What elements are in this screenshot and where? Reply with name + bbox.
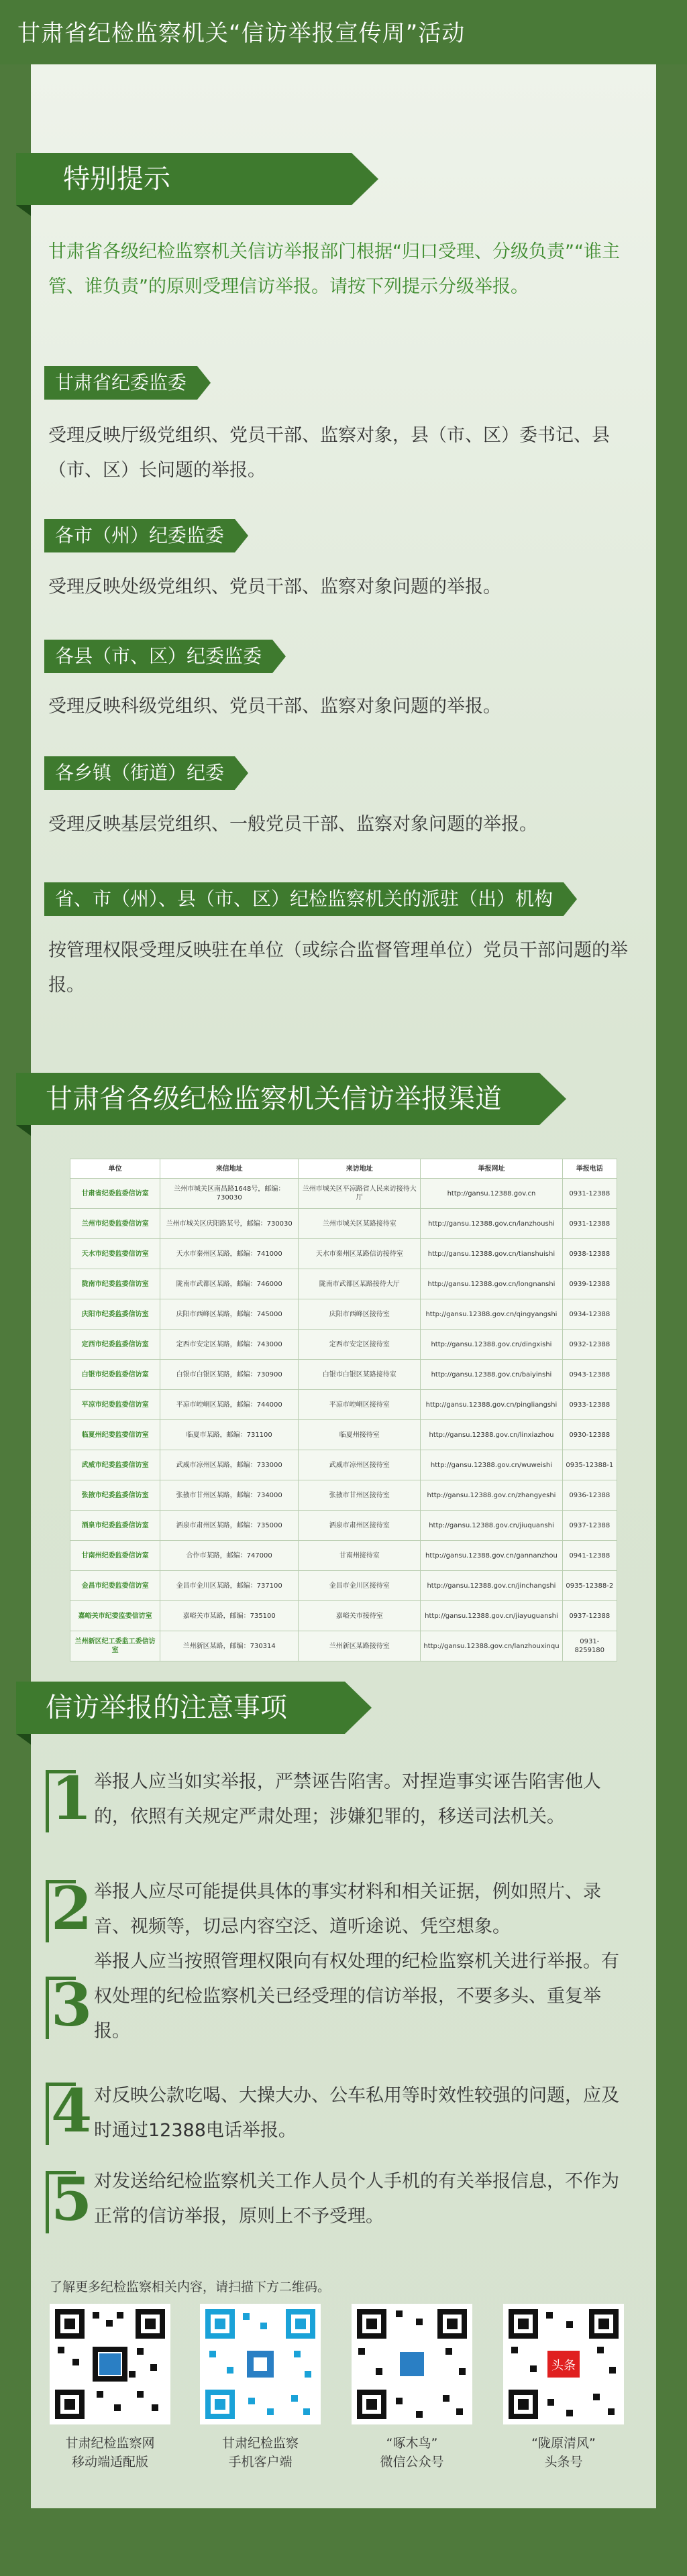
table-cell[interactable]: http://gansu.12388.gov.cn/jiayuguanshi xyxy=(421,1601,562,1631)
table-cell: 0935-12388-2 xyxy=(562,1571,617,1601)
table-cell[interactable]: http://gansu.12388.gov.cn/qingyangshi xyxy=(421,1299,562,1330)
qr-code-icon xyxy=(50,2304,170,2424)
channels-table xyxy=(70,1159,617,1661)
intro-paragraph: 甘肃省各级纪检监察机关信访举报部门根据“归口受理、分级负责”“谁主管、谁负责”的原则受理信访举报。请按下列提示分级举报。 xyxy=(48,241,620,297)
note-number-3: 3 xyxy=(51,1970,92,2040)
table-row xyxy=(70,1390,617,1420)
table-cell: 庆阳市西峰区某路，邮编：745000 xyxy=(160,1299,299,1330)
table-cell: 0937-12388 xyxy=(562,1511,617,1541)
table-cell: 0941-12388 xyxy=(562,1541,617,1571)
table-cell[interactable]: http://gansu.12388.gov.cn/gannanzhou xyxy=(421,1541,562,1571)
toutiao-badge: 头条 xyxy=(551,2359,576,2373)
section-ribbon-channels xyxy=(16,1073,539,1125)
table-row xyxy=(70,1269,617,1299)
note-text-1: 举报人应当如实举报，严禁诬告陷害。对捏造事实诬告陷害他人的，依照有关规定严肃处理；涉嫌犯罪的，移送司法机关。 xyxy=(94,1771,601,1827)
tag-county-text: 受理反映科级党组织、党员干部、监察对象问题的举报。 xyxy=(48,696,501,717)
table-cell: 0937-12388 xyxy=(562,1601,617,1631)
table-cell: 武威市凉州区某路，邮编：733000 xyxy=(160,1450,299,1480)
table-cell: 庆阳市纪委监委信访室 xyxy=(70,1299,160,1330)
note-text-3: 举报人应当按照管理权限向有权处理的纪检监察机关进行举报。有权处理的纪检监察机关已经受理的信访举报，不要多头、重复举报。 xyxy=(94,1951,619,2042)
table-row xyxy=(70,1179,617,1209)
table-cell: 临夏州纪委监委信访室 xyxy=(70,1420,160,1450)
qr-caption-3: “啄木鸟” 微信公众号 xyxy=(380,2436,444,2469)
table-cell: 定西市安定区接待室 xyxy=(299,1330,421,1360)
qr-code-app[interactable] xyxy=(200,2304,321,2424)
table-cell[interactable]: http://gansu.12388.gov.cn/lanzhouxinqu xyxy=(421,1631,562,1661)
table-cell: 嘉峪关市接待室 xyxy=(299,1601,421,1631)
tag-city-text: 受理反映处级党组织、党员干部、监察对象问题的举报。 xyxy=(48,577,501,597)
table-row xyxy=(70,1299,617,1330)
table-cell[interactable]: http://gansu.12388.gov.cn/dingxishi xyxy=(421,1330,562,1360)
note-number-1: 1 xyxy=(51,1763,92,1833)
table-cell: 0939-12388 xyxy=(562,1269,617,1299)
table-cell: 0936-12388 xyxy=(562,1480,617,1511)
table-row xyxy=(70,1571,617,1601)
table-cell: 0943-12388 xyxy=(562,1360,617,1390)
tag-province: 甘肃省纪委监委 xyxy=(44,366,197,400)
table-cell: 0931-8259180 xyxy=(562,1631,617,1661)
table-cell: 0931-12388 xyxy=(562,1179,617,1209)
table-cell: 庆阳市西峰区接待室 xyxy=(299,1299,421,1330)
table-cell[interactable]: http://gansu.12388.gov.cn/jinchangshi xyxy=(421,1571,562,1601)
tag-city: 各市（州）纪委监委 xyxy=(44,519,235,552)
table-cell: 甘南州纪委监委信访室 xyxy=(70,1541,160,1571)
table-cell: 天水市秦州区某路信访接待室 xyxy=(299,1239,421,1269)
qr-caption-4: “陇原清风” 头条号 xyxy=(531,2436,596,2469)
table-cell: 定西市纪委监委信访室 xyxy=(70,1330,160,1360)
page-title: 甘肃省纪检监察机关“信访举报宣传周”活动 xyxy=(17,20,466,47)
table-cell: 白银市白银区某路，邮编：730900 xyxy=(160,1360,299,1390)
table-cell: 0932-12388 xyxy=(562,1330,617,1360)
qr-code-icon xyxy=(503,2304,624,2424)
table-cell[interactable]: http://gansu.12388.gov.cn xyxy=(421,1179,562,1209)
table-cell[interactable]: http://gansu.12388.gov.cn/tianshuishi xyxy=(421,1239,562,1269)
table-cell: 0933-12388 xyxy=(562,1390,617,1420)
note-number-5: 5 xyxy=(51,2164,92,2234)
table-cell: 定西市安定区某路，邮编：743000 xyxy=(160,1330,299,1360)
table-cell: 兰州新区某路，邮编：730314 xyxy=(160,1631,299,1661)
table-cell: 张掖市甘州区某路，邮编：734000 xyxy=(160,1480,299,1511)
table-cell: 平凉市崆峒区接待室 xyxy=(299,1390,421,1420)
tag-county: 各县（市、区）纪委监委 xyxy=(44,640,272,673)
column-header: 来访地址 xyxy=(299,1159,421,1179)
table-cell: 0934-12388 xyxy=(562,1299,617,1330)
table-cell: 张掖市甘州区接待室 xyxy=(299,1480,421,1511)
table-cell: 武威市纪委监委信访室 xyxy=(70,1450,160,1480)
table-cell: 兰州新区某路接待室 xyxy=(299,1631,421,1661)
table-cell: 兰州新区纪工委监工委信访室 xyxy=(70,1631,160,1661)
table-cell: 天水市纪委监委信访室 xyxy=(70,1239,160,1269)
table-cell: 兰州市纪委监委信访室 xyxy=(70,1209,160,1239)
note-number-4: 4 xyxy=(51,2076,92,2146)
note-text-5: 对发送给纪检监察机关工作人员个人手机的有关举报信息，不作为正常的信访举报，原则上不予受理。 xyxy=(94,2171,619,2227)
table-cell: 酒泉市肃州区某路，邮编：735000 xyxy=(160,1511,299,1541)
table-cell: 合作市某路，邮编：747000 xyxy=(160,1541,299,1571)
note-text-4: 对反映公款吃喝、大操大办、公车私用等时效性较强的问题，应及时通过12388电话举报。 xyxy=(94,2085,619,2141)
table-cell: 临夏州接待室 xyxy=(299,1420,421,1450)
table-cell[interactable]: http://gansu.12388.gov.cn/jiuquanshi xyxy=(421,1511,562,1541)
table-cell: 金昌市金川区某路，邮编：737100 xyxy=(160,1571,299,1601)
table-row xyxy=(70,1601,617,1631)
column-header: 举报电话 xyxy=(562,1159,617,1179)
table-cell: 0938-12388 xyxy=(562,1239,617,1269)
table-cell: 武威市凉州区接待室 xyxy=(299,1450,421,1480)
table-cell[interactable]: http://gansu.12388.gov.cn/zhangyeshi xyxy=(421,1480,562,1511)
table-cell[interactable]: http://gansu.12388.gov.cn/pingliangshi xyxy=(421,1390,562,1420)
qr-caption-1: 甘肃纪检监察网 移动端适配版 xyxy=(65,2436,155,2469)
section-ribbon-special-notice xyxy=(16,153,352,205)
table-row xyxy=(70,1511,617,1541)
section-title: 信访举报的注意事项 xyxy=(46,1692,287,1723)
table-cell: 陇南市武都区某路接待大厅 xyxy=(299,1269,421,1299)
note-text-2: 举报人应尽可能提供具体的事实材料和相关证据，例如照片、录音、视频等，切忌内容空泛、道听途说、凭空想象。 xyxy=(94,1881,601,1937)
bottom-bar xyxy=(0,2508,687,2576)
table-cell: 酒泉市纪委监委信访室 xyxy=(70,1511,160,1541)
qr-caption-2: 甘肃纪检监察 手机客户端 xyxy=(221,2436,299,2469)
table-cell: 陇南市武都区某路，邮编：746000 xyxy=(160,1269,299,1299)
table-cell[interactable]: http://gansu.12388.gov.cn/wuweishi xyxy=(421,1450,562,1480)
table-cell: 兰州市城关区南昌路1648号，邮编：730030 xyxy=(160,1179,299,1209)
table-cell: 甘南州接待室 xyxy=(299,1541,421,1571)
table-cell: 金昌市纪委监委信访室 xyxy=(70,1571,160,1601)
table-row xyxy=(70,1239,617,1269)
qr-code-icon xyxy=(200,2304,321,2424)
tag-township-text: 受理反映基层党组织、一般党员干部、监察对象问题的举报。 xyxy=(48,814,537,835)
table-cell: 甘肃省纪委监委信访室 xyxy=(70,1179,160,1209)
table-row xyxy=(70,1330,617,1360)
table-row xyxy=(70,1360,617,1390)
table-row xyxy=(70,1631,617,1661)
table-cell: 平凉市纪委监委信访室 xyxy=(70,1390,160,1420)
column-header: 单位 xyxy=(70,1159,160,1179)
qr-code-wechat[interactable] xyxy=(352,2304,472,2424)
table-cell: 兰州市城关区平凉路省人民来访接待大厅 xyxy=(299,1179,421,1209)
tag-dispatched-agency: 省、市（州）、县（市、区）纪检监察机关的派驻（出）机构 xyxy=(44,882,564,916)
qr-code-toutiao[interactable] xyxy=(503,2304,624,2424)
table-cell[interactable]: http://gansu.12388.gov.cn/baiyinshi xyxy=(421,1360,562,1390)
column-header: 举报网址 xyxy=(421,1159,562,1179)
table-cell[interactable]: http://gansu.12388.gov.cn/linxiazhou xyxy=(421,1420,562,1450)
table-cell: 金昌市金川区接待室 xyxy=(299,1571,421,1601)
table-cell: 陇南市纪委监委信访室 xyxy=(70,1269,160,1299)
tag-township: 各乡镇（街道）纪委 xyxy=(44,756,235,790)
table-cell: 嘉峪关市纪委监委信访室 xyxy=(70,1601,160,1631)
table-row xyxy=(70,1209,617,1239)
table-cell: 白银市纪委监委信访室 xyxy=(70,1360,160,1390)
table-cell: 张掖市纪委监委信访室 xyxy=(70,1480,160,1511)
section-title: 甘肃省各级纪检监察机关信访举报渠道 xyxy=(46,1084,502,1114)
qr-code-icon xyxy=(352,2304,472,2424)
table-cell[interactable]: http://gansu.12388.gov.cn/longnanshi xyxy=(421,1269,562,1299)
column-header: 来信地址 xyxy=(160,1159,299,1179)
table-cell: 兰州市城关区某路接待室 xyxy=(299,1209,421,1239)
table-cell: 临夏市某路，邮编：731100 xyxy=(160,1420,299,1450)
table-row xyxy=(70,1480,617,1511)
table-cell: 兰州市城关区庆阳路某号，邮编：730030 xyxy=(160,1209,299,1239)
table-cell: 0930-12388 xyxy=(562,1420,617,1450)
table-cell: 白银市白银区某路接待室 xyxy=(299,1360,421,1390)
table-cell: 嘉峪关市某路，邮编：735100 xyxy=(160,1601,299,1631)
qr-note: 了解更多纪检监察相关内容，请扫描下方二维码。 xyxy=(50,2280,331,2294)
table-row xyxy=(70,1420,617,1450)
top-banner xyxy=(0,0,687,64)
tag-province-text: 受理反映厅级党组织、党员干部、监察对象，县（市、区）委书记、县（市、区）长问题的举报。 xyxy=(48,425,610,481)
table-cell: 0931-12388 xyxy=(562,1209,617,1239)
table-cell: 0935-12388-1 xyxy=(562,1450,617,1480)
section-ribbon-notes xyxy=(16,1682,345,1734)
table-row xyxy=(70,1541,617,1571)
section-title: 特别提示 xyxy=(63,164,170,194)
qr-code-website[interactable] xyxy=(50,2304,170,2424)
note-number-2: 2 xyxy=(51,1873,92,1943)
table-cell: 天水市秦州区某路，邮编：741000 xyxy=(160,1239,299,1269)
tag-dispatched-agency-text: 按管理权限受理反映驻在单位（或综合监督管理单位）党员干部问题的举报。 xyxy=(48,940,628,996)
table-row xyxy=(70,1450,617,1480)
table-cell: 平凉市崆峒区某路，邮编：744000 xyxy=(160,1390,299,1420)
table-cell: 酒泉市肃州区接待室 xyxy=(299,1511,421,1541)
table-cell[interactable]: http://gansu.12388.gov.cn/lanzhoushi xyxy=(421,1209,562,1239)
